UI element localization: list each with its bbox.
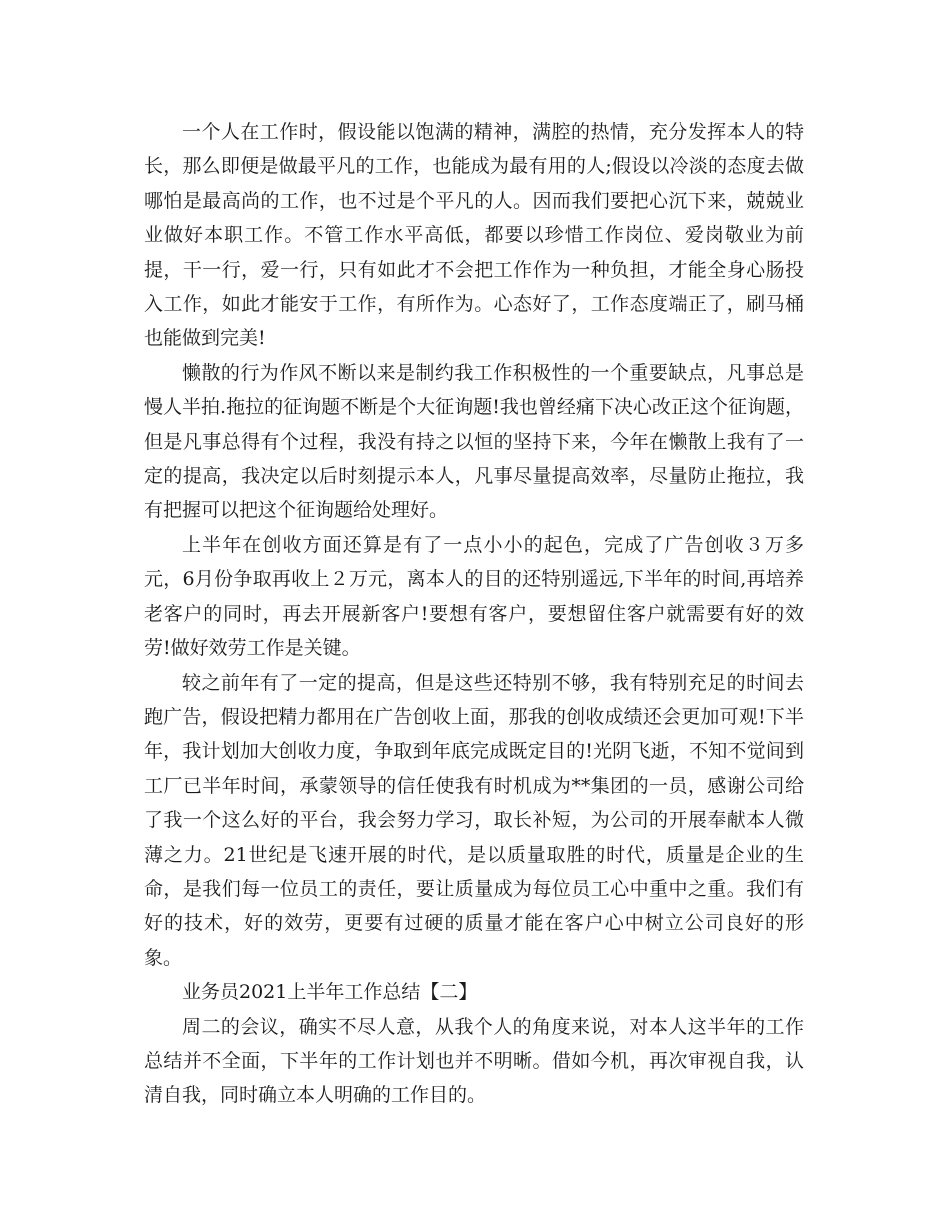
section-heading: 业务员2021上半年工作总结【二】 <box>182 981 478 1004</box>
paragraph-meeting: 周二的会议，确实不尽人意，从我个人的角度来说，对本人这半年的工作总结并不全面，下半年的工作计划也并不明晰。借如今机，再次审视自我，认清自我，同时确立本人明确的工作目的。 <box>144 1015 804 1107</box>
paragraph-laziness: 懒散的行为作风不断以来是制约我工作积极性的一个重要缺点，凡事总是慢人半拍.拖拉的征询题不断是个大征询题!我也曾经痛下决心改正这个征询题，但是凡事总得有个过程，我没有持之以恒的坚持下来，今年在懒散上我有了一定的提高，我决定以后时刻提示本人，凡事尽量提高效率，尽量防止拖拉，我有把握可以把这个征询题给处理好。 <box>144 361 804 522</box>
paragraph-attitude: 一个人在工作时，假设能以饱满的精神，满腔的热情，充分发挥本人的特长，那么即便是做最平凡的工作，也能成为最有用的人;假设以冷淡的态度去做哪怕是最高尚的工作，也不过是个平凡的人。因而我们要把心沉下来，兢兢业业做好本职工作。不管工作水平高低，都要以珍惜工作岗位、爱岗敬业为前提，干一行，爱一行，只有如此才不会把工作作为一种负担，才能全身心肠投入工作，如此才能安于工作，有所作为。心态好了，工作态度端正了，刷马桶也能做到完美! <box>144 121 804 350</box>
paragraph-improvement: 较之前年有了一定的提高，但是这些还特别不够，我有特别充足的时间去跑广告，假设把精力都用在广告创收上面，那我的创收成绩还会更加可观!下半年，我计划加大创收力度，争取到年底完成既定目的!光阴飞逝，不知不觉间到工厂已半年时间，承蒙领导的信任使我有时机成为**集团的一员，感谢公司给了我一个这么好的平台，我会努力学习，取长补短，为公司的开展奉献本人微薄之力。21世纪是飞速开展的时代，是以质量取胜的时代，质量是企业的生命，是我们每一位员工的责任，要让质量成为每位员工心中重中之重。我们有好的技术，好的效劳，更要有过硬的质量才能在客户心中树立公司良好的形象。 <box>144 671 804 969</box>
paragraph-revenue: 上半年在创收方面还算是有了一点小小的起色，完成了广告创收３万多元，6月份争取再收上２万元，离本人的目的还特别遥远,下半年的时间,再培养老客户的同时，再去开展新客户!要想有客户，要想留住客户就需要有好的效劳!做好效劳工作是关键。 <box>144 533 804 660</box>
document-body <box>144 115 804 1113</box>
